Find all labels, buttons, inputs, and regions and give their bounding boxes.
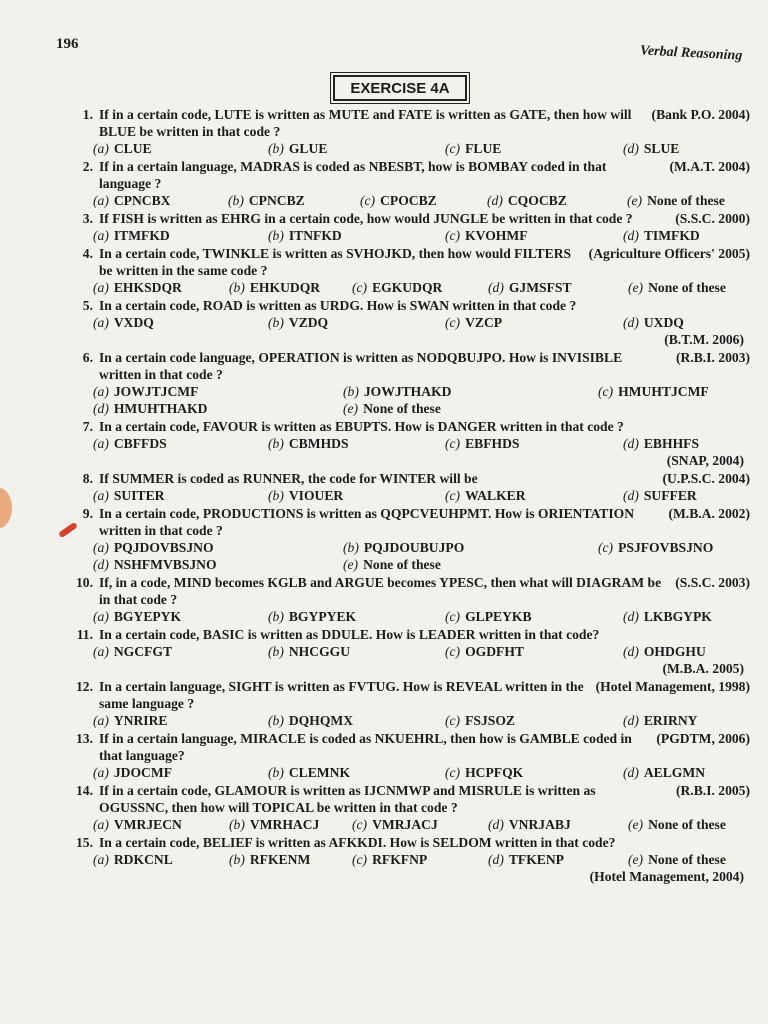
question-source: (M.B.A. 2005) (662, 661, 744, 676)
option-text: VMRJACJ (372, 817, 438, 832)
question-5 (55, 297, 750, 348)
option-list (55, 140, 750, 157)
question-number: 12. (76, 679, 93, 694)
question-6 (55, 349, 750, 417)
question-text (99, 106, 750, 140)
option-letter: (c) (598, 540, 614, 555)
question-11 (55, 626, 750, 677)
option-letter: (d) (623, 141, 639, 156)
option-text: JDOCMF (113, 765, 172, 780)
question-text-body: In a certain code, FAVOUR is written as EBUPTS. How is DANGER written in that code ? (99, 419, 624, 434)
option-d (623, 227, 750, 244)
option-text: SUITER (113, 488, 165, 503)
option-b (343, 383, 598, 400)
option-text: None of these (648, 817, 726, 832)
option-text: ERIRNY (643, 713, 698, 728)
option-letter: (d) (623, 765, 639, 780)
option-list (55, 539, 750, 573)
question-3 (55, 210, 750, 244)
question-text (99, 210, 750, 227)
option-letter: (a) (93, 713, 109, 728)
option-d (623, 764, 750, 781)
option-letter: (b) (268, 765, 284, 780)
question-number: 2. (82, 159, 93, 174)
option-text: CBMHDS (288, 436, 349, 451)
option-e (628, 816, 750, 833)
option-b (268, 314, 445, 331)
option-a (93, 192, 228, 209)
option-letter: (a) (93, 488, 109, 503)
option-text: VZDQ (288, 315, 329, 330)
option-letter: (a) (93, 765, 109, 780)
option-d (623, 140, 750, 157)
option-text: VMRHACJ (249, 817, 320, 832)
question-text (99, 470, 750, 487)
option-letter: (c) (352, 280, 368, 295)
question-text (99, 678, 750, 712)
option-b (268, 435, 445, 452)
question-number: 4. (82, 246, 93, 261)
option-d (623, 435, 750, 452)
option-c (445, 227, 623, 244)
option-text: YNRIRE (113, 713, 168, 728)
option-letter: (c) (352, 817, 368, 832)
option-text: LKBGYPK (643, 609, 712, 624)
option-letter: (c) (445, 609, 461, 624)
option-letter: (d) (623, 228, 639, 243)
option-text: GLUE (288, 141, 328, 156)
question-number: 7. (82, 419, 93, 434)
option-text: CLUE (113, 141, 152, 156)
option-letter: (d) (488, 852, 504, 867)
option-text: NHCGGU (288, 644, 351, 659)
option-text: None of these (363, 557, 441, 572)
running-head: Verbal Reasoning (639, 43, 743, 64)
option-b (268, 712, 445, 729)
option-letter: (b) (343, 384, 359, 399)
option-b (229, 851, 352, 868)
option-text: ITNFKD (288, 228, 342, 243)
option-a (93, 279, 229, 296)
question-text-body: In a certain code, ROAD is written as URDG. How is SWAN written in that code ? (99, 298, 577, 313)
option-a (93, 764, 268, 781)
exercise-title-text: EXERCISE 4A (350, 79, 450, 97)
option-letter: (d) (93, 401, 109, 416)
question-number: 14. (76, 783, 93, 798)
option-letter: (d) (623, 644, 639, 659)
option-letter: (a) (93, 384, 109, 399)
option-text: AELGMN (643, 765, 706, 780)
option-list (55, 608, 750, 625)
question-number: 8. (82, 471, 93, 486)
option-text: FLUE (465, 141, 502, 156)
question-text-body: In a certain code, BELIEF is written as AFKKDI. How is SELDOM written in that code? (99, 835, 616, 850)
option-list (55, 643, 750, 660)
option-list (55, 487, 750, 504)
option-text: CQOCBZ (507, 193, 567, 208)
option-text: GJMSFST (508, 280, 572, 295)
question-source: (Hotel Management, 2004) (589, 869, 744, 884)
option-c (445, 435, 623, 452)
option-text: None of these (363, 401, 441, 416)
option-letter: (c) (360, 193, 376, 208)
option-letter: (c) (352, 852, 368, 867)
option-letter: (d) (623, 609, 639, 624)
question-text (99, 626, 750, 643)
option-text: HMUHTHAKD (113, 401, 208, 416)
question-13 (55, 730, 750, 781)
option-b (268, 764, 445, 781)
option-c (445, 764, 623, 781)
question-number: 5. (82, 298, 93, 313)
option-b (229, 816, 352, 833)
option-text: SUFFER (643, 488, 697, 503)
question-number: 1. (82, 107, 93, 122)
question-number: 6. (82, 350, 93, 365)
option-text: CLEMNK (288, 765, 351, 780)
option-d (488, 816, 628, 833)
option-b (268, 140, 445, 157)
option-letter: (b) (268, 141, 284, 156)
option-letter: (b) (268, 488, 284, 503)
option-c (445, 487, 623, 504)
question-text-body: If FISH is written as EHRG in a certain code, how would JUNGLE be written in that code ? (99, 211, 633, 226)
option-d (93, 400, 343, 417)
option-a (93, 487, 268, 504)
question-text (99, 349, 750, 383)
option-c (445, 608, 623, 625)
option-text: JOWJTJCMF (113, 384, 199, 399)
question-text-body: If in a certain code, GLAMOUR is written as IJCNMWP and MISRULE is written as OGUSSNC, then how will TOPICAL be written in that code ? (99, 783, 596, 815)
option-text: EBFHDS (465, 436, 520, 451)
question-number: 13. (76, 731, 93, 746)
option-letter: (a) (93, 852, 109, 867)
option-list (55, 279, 750, 296)
option-letter: (a) (93, 141, 109, 156)
question-text (99, 158, 750, 192)
option-text: PQJDOUBUJPO (363, 540, 465, 555)
option-letter: (c) (445, 713, 461, 728)
option-text: BGYPYEK (288, 609, 357, 624)
option-letter: (c) (445, 141, 461, 156)
question-number: 3. (82, 211, 93, 226)
question-source: (R.B.I. 2003) (675, 350, 750, 365)
option-a (93, 851, 229, 868)
option-e (627, 192, 750, 209)
question-number: 10. (76, 575, 93, 590)
option-e (343, 400, 598, 417)
question-source: (PGDTM, 2006) (656, 731, 750, 746)
question-source: (R.B.I. 2005) (675, 783, 750, 798)
option-text: PSJFOVBSJNO (618, 540, 714, 555)
option-letter: (e) (628, 852, 644, 867)
option-text: ITMFKD (113, 228, 170, 243)
option-letter: (b) (268, 609, 284, 624)
option-text: VMRJECN (113, 817, 182, 832)
option-text: EGKUDQR (372, 280, 443, 295)
question-text-body: If SUMMER is coded as RUNNER, the code for WINTER will be (99, 471, 478, 486)
option-list (55, 227, 750, 244)
option-b (228, 192, 360, 209)
option-list (55, 712, 750, 729)
option-a (93, 712, 268, 729)
question-text (99, 730, 750, 764)
question-15 (55, 834, 750, 885)
option-letter: (a) (93, 280, 109, 295)
option-text: SLUE (643, 141, 680, 156)
question-text-body: If in a certain language, MADRAS is coded as NBESBT, how is BOMBAY coded in that language ? (99, 159, 607, 191)
question-8 (55, 470, 750, 504)
question-1 (55, 106, 750, 157)
option-text: VZCP (465, 315, 503, 330)
option-text: None of these (648, 280, 726, 295)
option-text: DQHQMX (288, 713, 354, 728)
option-letter: (d) (488, 817, 504, 832)
option-e (343, 556, 598, 573)
option-text: CPNCBZ (248, 193, 305, 208)
option-c (352, 279, 488, 296)
question-number: 15. (76, 835, 93, 850)
option-text: GLPEYKB (465, 609, 532, 624)
option-text: KVOHMF (465, 228, 528, 243)
option-letter: (c) (445, 644, 461, 659)
option-a (93, 140, 268, 157)
option-list (55, 383, 750, 417)
option-c (360, 192, 487, 209)
question-text-body: In a certain code language, OPERATION is written as NODQBUJPO. How is INVISIBLE written in that code ? (99, 350, 623, 382)
option-text: CBFFDS (113, 436, 167, 451)
option-text: VNRJABJ (508, 817, 571, 832)
option-text: NSHFMVBSJNO (113, 557, 217, 572)
option-letter: (a) (93, 609, 109, 624)
option-d (623, 487, 750, 504)
option-b (268, 608, 445, 625)
question-text (99, 782, 750, 816)
option-letter: (c) (445, 436, 461, 451)
question-source: (Bank P.O. 2004) (651, 107, 750, 122)
question-source: (U.P.S.C. 2004) (662, 471, 750, 486)
option-letter: (a) (93, 315, 109, 330)
option-letter: (a) (93, 540, 109, 555)
option-a (93, 608, 268, 625)
question-text (99, 418, 750, 435)
thumb-shadow (0, 488, 12, 528)
option-text: OHDGHU (643, 644, 706, 659)
option-letter: (b) (228, 193, 244, 208)
option-text: CPOCBZ (380, 193, 437, 208)
question-text-body: In a certain code, BASIC is written as DDULE. How is LEADER written in that code? (99, 627, 600, 642)
question-source: (S.S.C. 2003) (675, 575, 750, 590)
option-list (55, 435, 750, 452)
question-text-body: If in a certain language, MIRACLE is coded as NKUEHRL, then how is GAMBLE coded in that language? (99, 731, 632, 763)
option-e (628, 851, 750, 868)
option-text: BGYEPYK (113, 609, 182, 624)
question-14 (55, 782, 750, 833)
question-list (55, 106, 750, 886)
option-c (598, 383, 750, 400)
option-b (268, 227, 445, 244)
option-list (55, 764, 750, 781)
question-text (99, 245, 750, 279)
option-letter: (b) (268, 228, 284, 243)
option-b (268, 643, 445, 660)
option-b (343, 539, 598, 556)
option-list (55, 851, 750, 868)
option-letter: (e) (627, 193, 643, 208)
option-text: OGDFHT (465, 644, 525, 659)
option-text: VXDQ (113, 315, 154, 330)
question-text (99, 297, 750, 314)
option-d (623, 643, 750, 660)
option-letter: (c) (445, 228, 461, 243)
option-text: CPNCBX (113, 193, 171, 208)
option-letter: (e) (628, 280, 644, 295)
option-b (229, 279, 352, 296)
option-a (93, 383, 343, 400)
option-letter: (d) (623, 488, 639, 503)
page-number: 196 (56, 36, 79, 52)
exercise-title (333, 75, 467, 101)
option-letter: (e) (343, 557, 359, 572)
option-letter: (b) (268, 644, 284, 659)
option-c (445, 314, 623, 331)
question-text-body: If, in a code, MIND becomes KGLB and ARGUE becomes YPESC, then what will DIAGRAM be in that code ? (99, 575, 662, 607)
option-a (93, 227, 268, 244)
option-d (623, 712, 750, 729)
option-letter: (b) (268, 436, 284, 451)
option-letter: (a) (93, 228, 109, 243)
option-list (55, 192, 750, 209)
question-source: (Hotel Management, 1998) (595, 679, 750, 694)
option-text: TFKENP (508, 852, 564, 867)
question-12 (55, 678, 750, 729)
option-text: None of these (648, 852, 726, 867)
option-c (445, 140, 623, 157)
option-letter: (b) (343, 540, 359, 555)
question-9 (55, 505, 750, 573)
option-text: EHKSDQR (113, 280, 182, 295)
option-letter: (d) (488, 280, 504, 295)
option-a (93, 539, 343, 556)
question-number: 9. (82, 506, 93, 521)
option-letter: (a) (93, 644, 109, 659)
option-text: EHKUDQR (249, 280, 321, 295)
question-7 (55, 418, 750, 469)
option-letter: (a) (93, 193, 109, 208)
question-text-body: In a certain language, SIGHT is written as FVTUG. How is REVEAL written in the same language ? (99, 679, 584, 711)
question-source: (M.A.T. 2004) (669, 159, 750, 174)
option-text: UXDQ (643, 315, 684, 330)
option-letter: (b) (268, 713, 284, 728)
option-text: RDKCNL (113, 852, 173, 867)
question-text (99, 574, 750, 608)
question-source: (SNAP, 2004) (666, 453, 744, 468)
option-letter: (b) (229, 817, 245, 832)
question-4 (55, 245, 750, 296)
option-c (352, 851, 488, 868)
question-text-body: If in a certain code, LUTE is written as MUTE and FATE is written as GATE, then how will BLUE be written in that code ? (99, 107, 632, 139)
option-letter: (e) (628, 817, 644, 832)
option-d (488, 851, 628, 868)
option-c (445, 643, 623, 660)
question-number: 11. (76, 627, 93, 642)
option-letter: (b) (268, 315, 284, 330)
question-source: (B.T.M. 2006) (664, 332, 744, 347)
option-letter: (a) (93, 436, 109, 451)
option-letter: (b) (229, 280, 245, 295)
option-list (55, 314, 750, 331)
option-text: WALKER (465, 488, 526, 503)
option-letter: (c) (598, 384, 614, 399)
question-2 (55, 158, 750, 209)
option-c (445, 712, 623, 729)
option-a (93, 435, 268, 452)
option-text: PQJDOVBSJNO (113, 540, 214, 555)
question-10 (55, 574, 750, 625)
option-list (55, 816, 750, 833)
option-d (623, 314, 750, 331)
question-text-body: In a certain code, PRODUCTIONS is written as QQPCVEUHPMT. How is ORIENTATION written in that code ? (99, 506, 635, 538)
option-d (623, 608, 750, 625)
option-b (268, 487, 445, 504)
question-text-body: In a certain code, TWINKLE is written as SVHOJKD, then how would FILTERS be written in the same code ? (99, 246, 572, 278)
question-source: (S.S.C. 2000) (675, 211, 750, 226)
option-c (598, 539, 750, 556)
option-letter: (d) (623, 713, 639, 728)
option-letter: (c) (445, 315, 461, 330)
question-source: (Agriculture Officers' 2005) (588, 246, 750, 261)
option-e (628, 279, 750, 296)
option-d (487, 192, 627, 209)
option-text: RFKFNP (372, 852, 428, 867)
option-letter: (c) (445, 488, 461, 503)
option-c (352, 816, 488, 833)
option-a (93, 816, 229, 833)
option-a (93, 314, 268, 331)
option-text: TIMFKD (643, 228, 700, 243)
option-letter: (e) (343, 401, 359, 416)
option-letter: (d) (93, 557, 109, 572)
option-letter: (d) (487, 193, 503, 208)
option-letter: (c) (445, 765, 461, 780)
option-text: EBHHFS (643, 436, 700, 451)
option-letter: (d) (623, 436, 639, 451)
option-letter: (d) (623, 315, 639, 330)
question-source: (M.B.A. 2002) (668, 506, 750, 521)
option-text: RFKENM (249, 852, 311, 867)
option-text: FSJSOZ (465, 713, 515, 728)
option-a (93, 643, 268, 660)
option-d (488, 279, 628, 296)
question-text (99, 834, 750, 851)
option-letter: (b) (229, 852, 245, 867)
option-d (93, 556, 343, 573)
option-text: NGCFGT (113, 644, 173, 659)
option-letter: (a) (93, 817, 109, 832)
option-text: HCPFQK (465, 765, 524, 780)
option-text: None of these (647, 193, 725, 208)
question-text (99, 505, 750, 539)
option-text: VIOUER (288, 488, 344, 503)
option-text: HMUHTJCMF (618, 384, 709, 399)
option-text: JOWJTHAKD (363, 384, 452, 399)
